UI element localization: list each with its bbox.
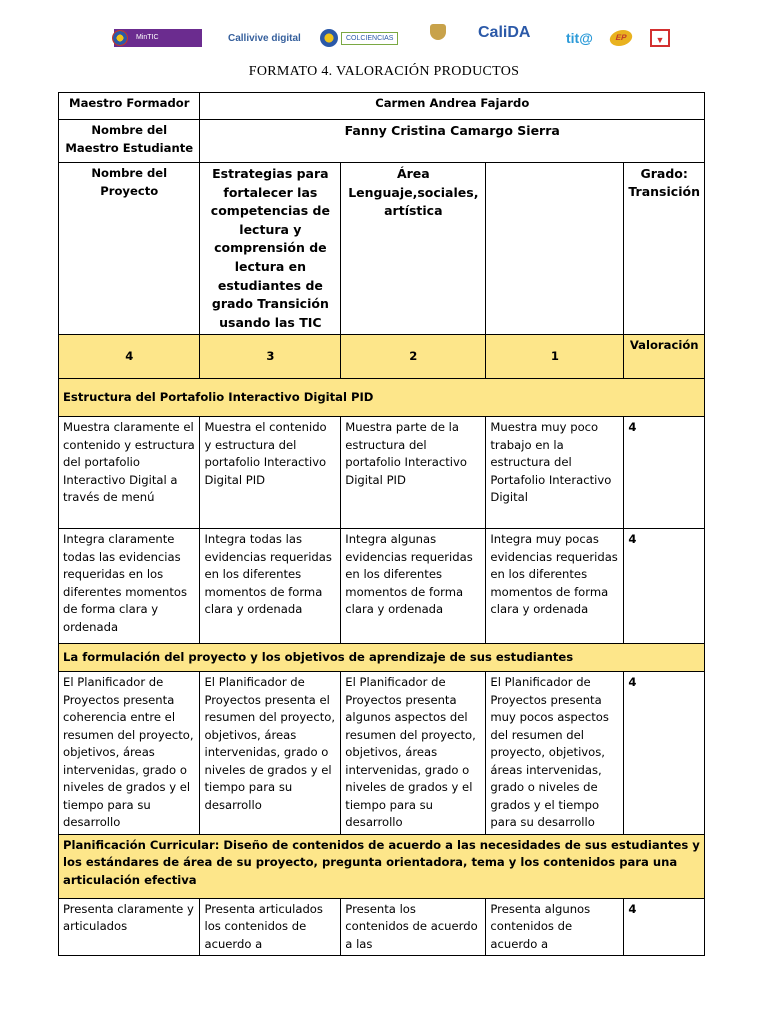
scale-4: 4 <box>59 335 200 379</box>
section-header <box>59 644 705 672</box>
scale-valoracion: Valoración <box>624 335 705 379</box>
score-cell: 4 <box>624 529 705 644</box>
proyecto-row <box>59 163 705 335</box>
mintic-logo: MinTIC <box>114 24 202 52</box>
maestro-estudiante-row <box>59 120 705 163</box>
section-title: La formulación del proyecto y los objetivos de aprendizaje de sus estudiantes <box>59 644 705 672</box>
document-title: FORMATO 4. VALORACIÓN PRODUCTOS <box>248 64 520 79</box>
empty-cell <box>486 163 624 335</box>
red-logo: ▼ <box>650 24 670 52</box>
criteria-cell-2: Muestra parte de la estructura del portafolio Interactivo Digital PID <box>341 417 486 529</box>
maestro-formador-value: Carmen Andrea Fajardo <box>200 93 705 120</box>
criteria-cell-1: El Planificador de Proyectos presenta muy pocos aspectos del resumen del proyecto, objetivos, áreas intervenidas, grado o niveles de grados y el tiempo para su desarrollo <box>486 672 624 835</box>
logo-strip <box>100 24 680 54</box>
criteria-cell-3: Muestra el contenido y estructura del portafolio Interactivo Digital PID <box>200 417 341 529</box>
escuela-logo: EP <box>610 24 632 52</box>
criteria-cell-4: Presenta claramente y articulados <box>59 898 200 956</box>
maestro-formador-row <box>59 93 705 120</box>
criteria-row <box>59 417 705 529</box>
maestro-estudiante-label: Nombre del Maestro Estudiante <box>59 120 200 163</box>
proyecto-label: Nombre del Proyecto <box>59 163 200 335</box>
criteria-cell-2: El Planificador de Proyectos presenta algunos aspectos del resumen del proyecto, objetivos, áreas intervenidas, grado o niveles de grados y el tiempo para su desarrollo <box>341 672 486 835</box>
maestro-formador-label: Maestro Formador <box>59 93 200 120</box>
score-cell: 4 <box>624 417 705 529</box>
scale-2: 2 <box>341 335 486 379</box>
criteria-cell-1: Muestra muy poco trabajo en la estructura del Portafolio Interactivo Digital <box>486 417 624 529</box>
colombia-seal-icon <box>112 30 128 46</box>
section-header <box>59 379 705 417</box>
crest-icon <box>430 24 446 40</box>
criteria-cell-3: El Planificador de Proyectos presenta el resumen del proyecto, objetivos, áreas intervenidas, grado o niveles de grados y el tiempo para su desarrollo <box>200 672 341 835</box>
colciencias-logo: COLCIENCIAS <box>320 24 398 52</box>
section-title: Planificación Curricular: Diseño de contenidos de acuerdo a las necesidades de sus estudiantes y los estándares de área de su proyecto, pregunta orientadora, tema y los contenidos para una articulación efectiva <box>59 834 705 898</box>
colombia-seal-icon <box>320 29 338 47</box>
scale-1: 1 <box>486 335 624 379</box>
area-value: Área Lenguaje,sociales, artística <box>341 163 486 335</box>
score-cell: 4 <box>624 672 705 835</box>
section-title: Estructura del Portafolio Interactivo Digital PID <box>59 379 705 417</box>
calida-logo: CaliDA <box>478 24 531 41</box>
criteria-row <box>59 898 705 956</box>
callivive-logo: Callivive digital <box>228 32 301 44</box>
criteria-cell-3: Presenta articulados los contenidos de acuerdo a <box>200 898 341 956</box>
scale-3: 3 <box>200 335 341 379</box>
criteria-cell-2: Presenta los contenidos de acuerdo a las <box>341 898 486 956</box>
criteria-cell-3: Integra todas las evidencias requeridas en los diferentes momentos de forma clara y ordenada <box>200 529 341 644</box>
criteria-cell-2: Integra algunas evidencias requeridas en los diferentes momentos de forma clara y ordenada <box>341 529 486 644</box>
rubric-table <box>58 92 705 956</box>
criteria-cell-1: Presenta algunos contenidos de acuerdo a <box>486 898 624 956</box>
tita-logo: tit@ <box>566 30 593 46</box>
scale-row <box>59 335 705 379</box>
criteria-row <box>59 529 705 644</box>
criteria-cell-1: Integra muy pocas evidencias requeridas en los diferentes momentos de forma clara y ordenada <box>486 529 624 644</box>
criteria-cell-4: Muestra claramente el contenido y estructura del portafolio Interactivo Digital a través de menú <box>59 417 200 529</box>
criteria-cell-4: El Planificador de Proyectos presenta coherencia entre el resumen del proyecto, objetivos, áreas intervenidas, grado o niveles de grados y el tiempo para su desarrollo <box>59 672 200 835</box>
maestro-estudiante-value: Fanny Cristina Camargo Sierra <box>200 120 705 163</box>
grado-value: Grado: Transición <box>624 163 705 335</box>
proyecto-value: Estrategias para fortalecer las competencias de lectura y comprensión de lectura en estudiantes de grado Transición usando las TIC <box>200 163 341 335</box>
score-cell: 4 <box>624 898 705 956</box>
criteria-cell-4: Integra claramente todas las evidencias requeridas en los diferentes momentos de forma clara y ordenada <box>59 529 200 644</box>
section-header <box>59 834 705 898</box>
gobernacion-logo <box>430 24 446 52</box>
criteria-row <box>59 672 705 835</box>
